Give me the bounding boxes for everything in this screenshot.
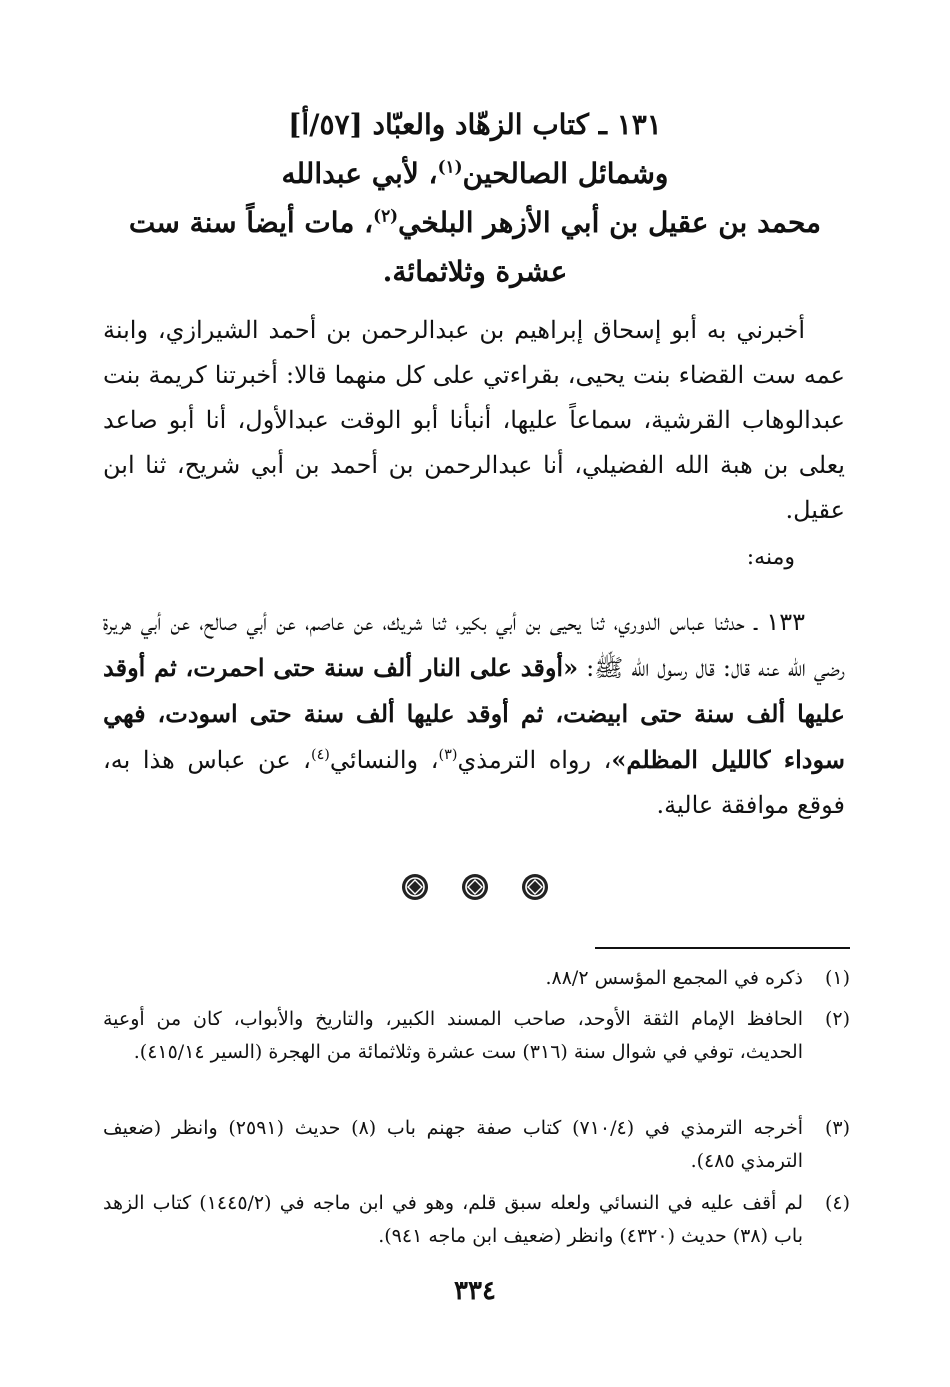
footnote-separator [595, 947, 850, 949]
hadith-text: ١٣٣ ـ حدثنا عباس الدوري، ثنا يحيى بن أبي بكير، ثنا شريك، عن عاصم، عن أبي صالح، عن أبي هريرة رضي الله عنه قال: قال رسول الله ﷺ: «أوقد على النار ألف سنة حتى احمرت، ثم أوقد عليها ألف سنة حتى ابيضت، ثم أوقد عليها ألف سنة حتى اسودت، فهي سوداء كالليل المظلم»، رواه الترمذي$^{(٣)}$، والنسائي$^{(٤)}$، عن عباس هذا به، فوقع موافقة عالية. [103, 608, 846, 819]
heading-line-2: وشمائل الصالحين$^{(١)}$، لأبي عبدالله [281, 156, 669, 190]
footnote-ref-2: (٢) [373, 205, 399, 226]
footnote-number: (١) [824, 967, 850, 989]
heading-line-1: ١٣١ ـ كتاب الزهّاد والعبّاد [٥٧/أ] [288, 108, 662, 141]
ornament-icon [400, 872, 430, 902]
footnote-4 [103, 1187, 850, 1253]
heading-line-4: عشرة وثلاثمائة. [382, 255, 568, 288]
ornament-divider [0, 872, 950, 912]
footnote-text: أخرجه الترمذي في (٧١٠/٤) كتاب صفة جهنم باب (٨) حديث (٢٥٩١) وانظر (ضعيف الترمذي ٤٨٥). [103, 1117, 803, 1172]
footnote-number: (٤) [824, 1192, 850, 1214]
hadith-matn: «أوقد على النار ألف سنة حتى احمرت، ثم أوقد عليها ألف سنة حتى ابيضت، ثم أوقد عليها ألف سنة حتى اسودت، فهي سوداء كالليل المظلم» [103, 653, 846, 774]
footnote-text: ذكره في المجمع المؤسس ٨٨/٢. [545, 967, 803, 989]
isnad-paragraph [103, 308, 845, 533]
footnote-text: الحافظ الإمام الثقة الأوحد، صاحب المسند الكبير، والتاريخ والأبواب، كان من أوعية الحديث، توفي في شوال سنة (٣١٦) ست عشرة وثلاثمائة من الهجرة (السير ٤١٥/١٤). [103, 1008, 803, 1063]
footnote-number: (٣) [824, 1117, 850, 1139]
footnote-ref-3: (٣) [438, 747, 458, 763]
isnad-text: أخبرني به أبو إسحاق إبراهيم بن عبدالرحمن بن أحمد الشيرازي، وابنة عمه ست القضاء بنت يحيى، بقراءتي على كل منهما قالا: أخبرتنا كريمة بنت عبدالوهاب القرشية، سماعاً عليها، أنبأنا أبو الوقت عبدالأول، أنا أبو صاعد يعلى بن هبة الله الفضيلي، أنا عبدالرحمن بن أحمد بن أبي شريح، ثنا ابن عقيل. [103, 316, 846, 524]
footnote-3 [103, 1112, 850, 1178]
footnote-number: (٢) [824, 1008, 850, 1030]
page-number: ٣٣٤ [454, 1276, 496, 1306]
ornament-icon [520, 872, 550, 902]
heading-line-3: محمد بن عقيل بن أبي الأزهر البلخي$^{(٢)}$، مات أيضاً سنة ست [128, 205, 822, 239]
footnote-2 [103, 1003, 850, 1069]
hadith-paragraph [103, 600, 845, 828]
footnote-text: لم أقف عليه في النسائي ولعله سبق قلم، وهو في ابن ماجه في (١٤٤٥/٢) كتاب الزهد باب (٣٨) حديث (٤٣٢٠) وانظر (ضعيف ابن ماجه ٩٤١). [103, 1192, 803, 1247]
footnote-ref-4: (٤) [310, 747, 330, 763]
footnote-1 [103, 962, 850, 995]
footnote-ref-1: (١) [437, 156, 463, 177]
chapter-heading [95, 100, 855, 296]
wamina-label: ومنه: [746, 545, 795, 570]
ornament-icon [460, 872, 490, 902]
